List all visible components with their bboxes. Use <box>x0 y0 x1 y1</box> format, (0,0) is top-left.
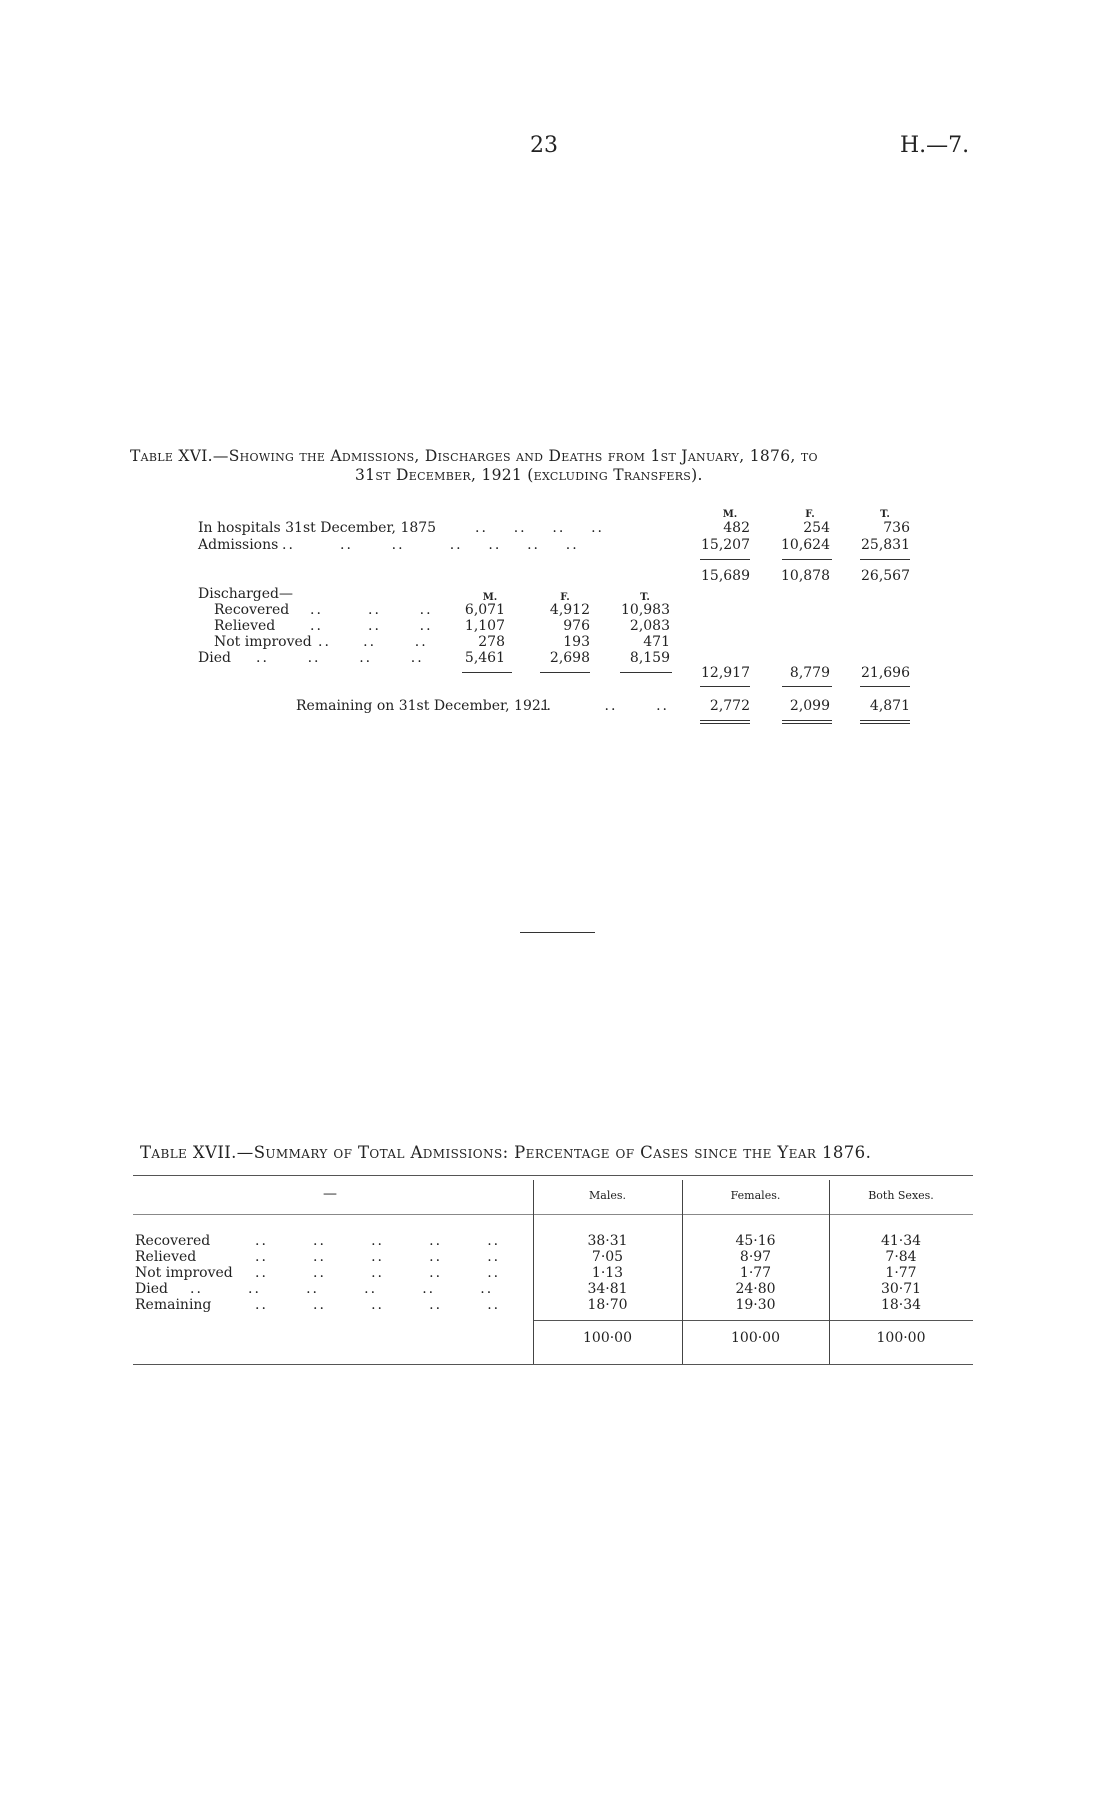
recovered-males: 38·31 <box>587 1233 628 1249</box>
admissions-f: 10,624 <box>781 537 830 553</box>
discharged-total-t: 21,696 <box>861 665 910 681</box>
leader-dots: .. .. .. .. .. <box>255 1297 501 1313</box>
row-died-t: 8,159 <box>629 650 670 666</box>
table16-title-line1: Table XVI.—Showing the Admissions, Discharges and Deaths from 1st January, 1876, to <box>130 447 818 465</box>
row-relieved-t: 2,083 <box>629 618 670 634</box>
in-hospitals-t: 736 <box>883 520 910 536</box>
relieved-females: 8·97 <box>739 1249 772 1265</box>
table17-total-rule <box>533 1320 973 1321</box>
died-females: 24·80 <box>735 1281 776 1297</box>
row-not-improved-label: Not improved <box>214 634 312 650</box>
remaining-f: 2,099 <box>789 698 830 714</box>
table17-top-rule <box>133 1175 973 1176</box>
leader-dots: .. .. .. .. .. .. .. <box>282 537 579 553</box>
remaining-t: 4,871 <box>869 698 910 714</box>
leader-dots: .. .. .. .. .. .. <box>190 1281 494 1297</box>
sub-header-f: F. <box>560 592 570 603</box>
remaining-both: 18·34 <box>880 1297 922 1313</box>
admissions-label: Admissions <box>198 537 279 553</box>
sub-header-t: T. <box>640 592 650 603</box>
col-header-f: F. <box>805 509 815 520</box>
row-recovered-label: Recovered <box>214 602 290 618</box>
sub-header-m: M. <box>482 592 498 603</box>
row-recovered-m: 6,071 <box>464 602 505 618</box>
died-both: 30·71 <box>880 1281 922 1297</box>
remaining-males: 18·70 <box>587 1297 628 1313</box>
subtotal-f: 10,878 <box>781 568 830 584</box>
not-improved-females: 1·77 <box>739 1265 772 1281</box>
row-relieved-label: Relieved <box>214 618 276 634</box>
table17-bottom-rule <box>133 1364 973 1365</box>
leader-dots: .. .. .. <box>310 602 433 618</box>
in-hospitals-m: 482 <box>723 520 750 536</box>
died-males: 34·81 <box>587 1281 628 1297</box>
leader-dots: .. .. .. .. .. <box>255 1249 501 1265</box>
row-recovered-label: Recovered <box>135 1233 211 1249</box>
header-both-sexes: Both Sexes. <box>868 1189 934 1202</box>
leader-dots: .. .. .. .. <box>475 520 605 536</box>
relieved-males: 7·05 <box>591 1249 624 1265</box>
admissions-t: 25,831 <box>861 537 910 553</box>
leader-dots: .. .. .. <box>318 634 428 650</box>
row-not-improved-t: 471 <box>643 634 670 650</box>
not-improved-both: 1·77 <box>885 1265 917 1281</box>
row-died-label: Died <box>135 1281 168 1297</box>
row-not-improved-f: 193 <box>563 634 590 650</box>
header-males: Males. <box>589 1189 626 1202</box>
row-relieved-m: 1,107 <box>464 618 505 634</box>
row-recovered-f: 4,912 <box>549 602 590 618</box>
subtotal-t: 26,567 <box>861 568 910 584</box>
table17-header-rule <box>133 1214 973 1215</box>
row-remaining-label: Remaining <box>135 1297 212 1313</box>
leader-dots: .. .. .. .. <box>256 650 424 666</box>
leader-dots: .. .. .. <box>310 618 433 634</box>
remaining-label: Remaining on 31st December, 1921 <box>296 698 550 714</box>
admissions-m: 15,207 <box>701 537 750 553</box>
document-reference: H.—7. <box>900 133 970 158</box>
stub-header: — <box>323 1186 337 1202</box>
remaining-females: 19·30 <box>735 1297 776 1313</box>
total-males: 100·00 <box>583 1330 632 1346</box>
recovered-females: 45·16 <box>735 1233 776 1249</box>
subtotal-m: 15,689 <box>701 568 750 584</box>
row-relieved-f: 976 <box>563 618 590 634</box>
row-not-improved-label: Not improved <box>135 1265 233 1281</box>
in-hospitals-f: 254 <box>803 520 830 536</box>
header-females: Females. <box>730 1189 781 1202</box>
page-number: 23 <box>530 133 558 158</box>
in-hospitals-label: In hospitals 31st December, 1875 <box>198 520 437 536</box>
leader-dots: .. .. .. .. .. <box>255 1265 501 1281</box>
recovered-both: 41·34 <box>880 1233 922 1249</box>
row-died-f: 2,698 <box>549 650 590 666</box>
leader-dots: .. .. .. .. .. <box>255 1233 501 1249</box>
row-died-label: Died <box>198 650 231 666</box>
discharged-label: Discharged— <box>198 586 293 602</box>
row-not-improved-m: 278 <box>478 634 505 650</box>
discharged-total-f: 8,779 <box>789 665 830 681</box>
not-improved-males: 1·13 <box>591 1265 624 1281</box>
total-both: 100·00 <box>876 1330 926 1346</box>
row-died-m: 5,461 <box>464 650 505 666</box>
leader-dots: .. .. .. <box>540 698 670 714</box>
row-relieved-label: Relieved <box>135 1249 197 1265</box>
total-females: 100·00 <box>731 1330 780 1346</box>
col-header-m: M. <box>722 509 738 520</box>
relieved-both: 7·84 <box>885 1249 917 1265</box>
discharged-total-m: 12,917 <box>701 665 750 681</box>
col-header-t: T. <box>880 509 890 520</box>
table17-title: Table XVII.—Summary of Total Admissions: Percentage of Cases since the Year 1876. <box>140 1143 872 1162</box>
table16-title-line2: 31st December, 1921 (excluding Transfers). <box>355 466 703 484</box>
row-recovered-t: 10,983 <box>621 602 670 618</box>
remaining-m: 2,772 <box>709 698 750 714</box>
